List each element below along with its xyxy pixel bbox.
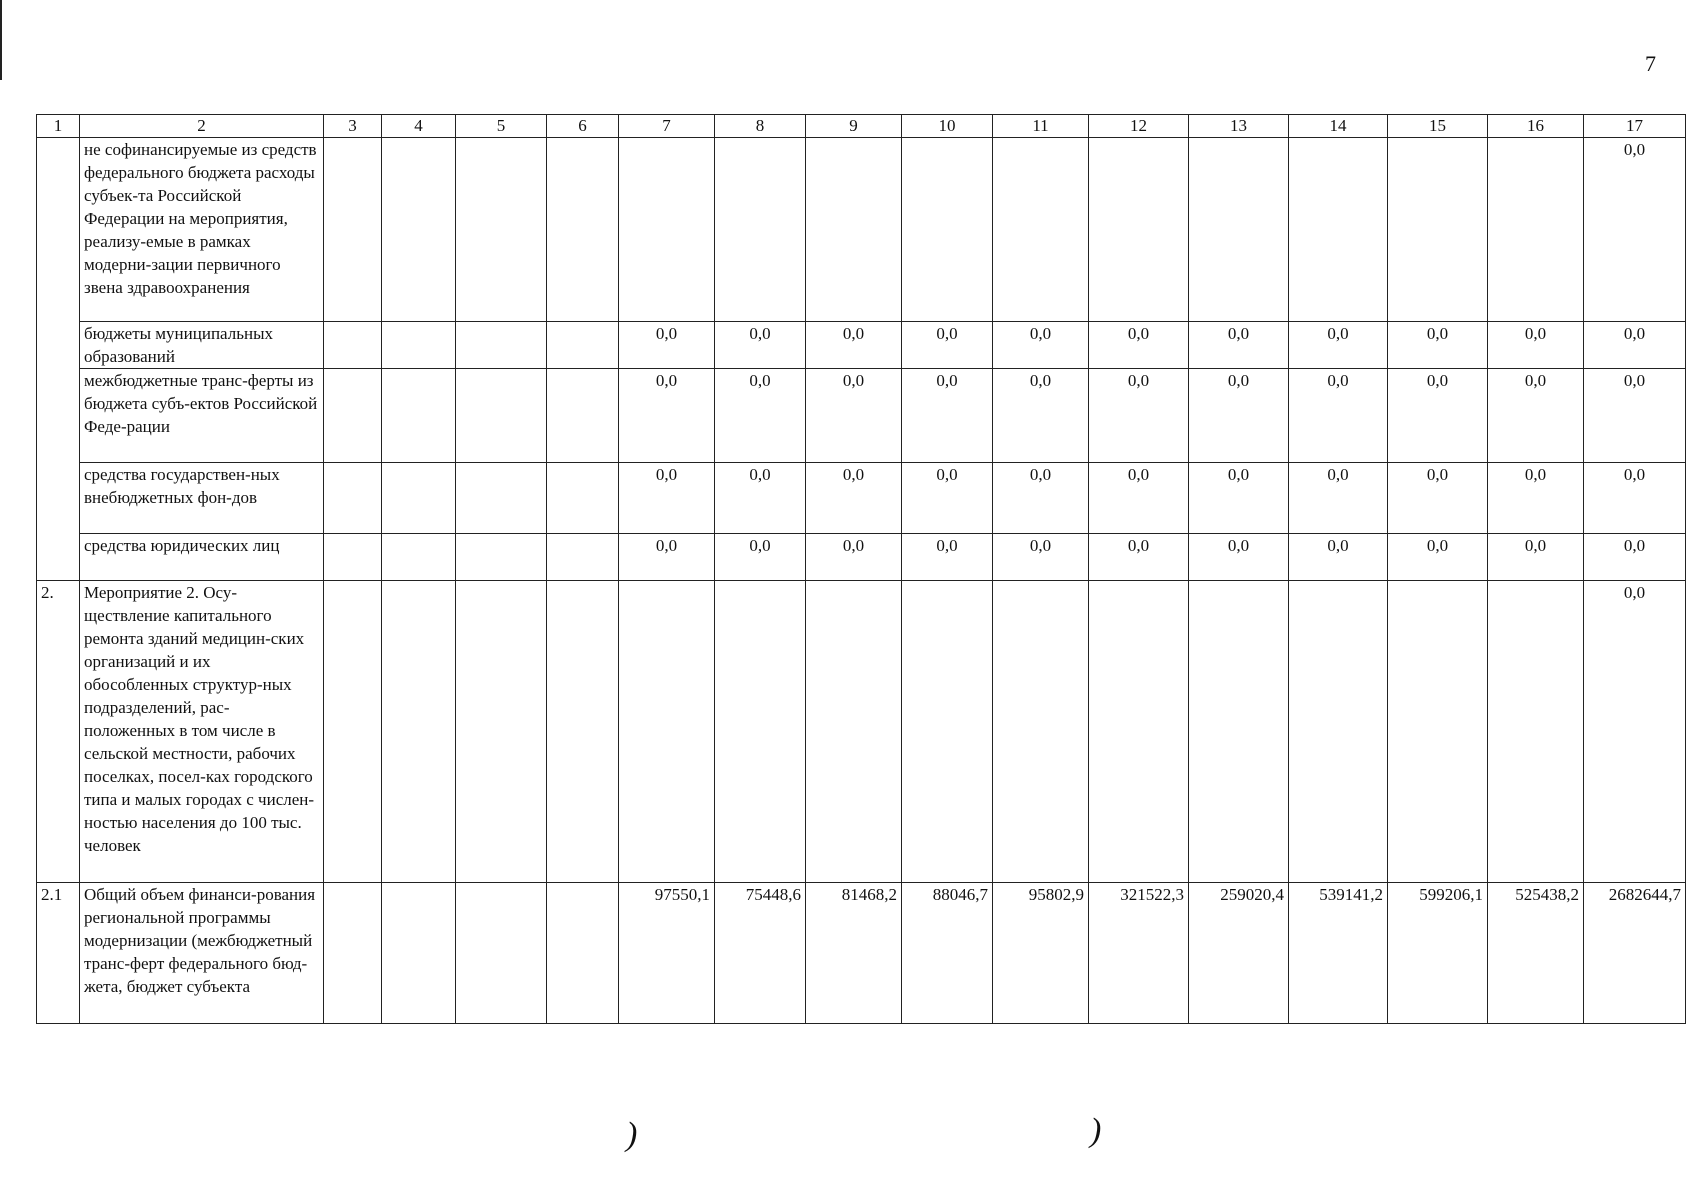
value-cell: 0,0	[1289, 534, 1388, 581]
row-index	[37, 369, 80, 463]
binding-mark-right: )	[1090, 1112, 1102, 1149]
value-cell: 0,0	[1289, 322, 1388, 369]
header-cell: 17	[1584, 115, 1686, 138]
table-row	[37, 322, 1686, 369]
table-row	[37, 138, 1686, 322]
row-index: 2.1	[37, 883, 80, 1024]
value-cell	[1289, 138, 1388, 322]
value-cell: 95802,9	[993, 883, 1089, 1024]
header-cell: 3	[324, 115, 382, 138]
value-cell: 0,0	[1388, 463, 1488, 534]
header-cell: 8	[715, 115, 806, 138]
value-cell: 0,0	[1089, 534, 1189, 581]
value-cell	[382, 534, 456, 581]
value-cell	[1289, 581, 1388, 883]
row-index	[37, 534, 80, 581]
value-cell: 0,0	[1584, 581, 1686, 883]
table-row	[37, 463, 1686, 534]
value-cell: 0,0	[1388, 534, 1488, 581]
row-description: средства государствен-ных внебюджетных фон-дов	[80, 463, 324, 534]
value-cell	[547, 534, 619, 581]
value-cell: 0,0	[993, 369, 1089, 463]
value-cell: 88046,7	[902, 883, 993, 1024]
value-cell: 0,0	[619, 322, 715, 369]
value-cell: 0,0	[619, 463, 715, 534]
value-cell	[547, 369, 619, 463]
value-cell	[1388, 138, 1488, 322]
value-cell: 0,0	[993, 322, 1089, 369]
value-cell: 0,0	[993, 534, 1089, 581]
value-cell	[1089, 138, 1189, 322]
header-cell: 11	[993, 115, 1089, 138]
value-cell: 0,0	[993, 463, 1089, 534]
value-cell: 0,0	[1388, 369, 1488, 463]
value-cell: 0,0	[619, 534, 715, 581]
value-cell	[324, 138, 382, 322]
scan-edge-mark	[0, 0, 2, 80]
value-cell	[547, 463, 619, 534]
value-cell	[456, 322, 547, 369]
value-cell: 0,0	[1189, 534, 1289, 581]
value-cell	[382, 322, 456, 369]
value-cell: 2682644,7	[1584, 883, 1686, 1024]
value-cell	[382, 883, 456, 1024]
value-cell	[715, 138, 806, 322]
value-cell: 0,0	[902, 369, 993, 463]
value-cell	[456, 883, 547, 1024]
value-cell	[1488, 138, 1584, 322]
value-cell	[456, 463, 547, 534]
row-index	[37, 138, 80, 322]
value-cell: 0,0	[715, 369, 806, 463]
value-cell: 0,0	[1488, 463, 1584, 534]
value-cell	[324, 534, 382, 581]
header-cell: 16	[1488, 115, 1584, 138]
value-cell: 0,0	[715, 534, 806, 581]
value-cell: 525438,2	[1488, 883, 1584, 1024]
value-cell	[456, 369, 547, 463]
value-cell	[902, 581, 993, 883]
header-cell: 13	[1189, 115, 1289, 138]
value-cell: 0,0	[902, 463, 993, 534]
header-cell: 4	[382, 115, 456, 138]
value-cell: 0,0	[902, 534, 993, 581]
value-cell: 97550,1	[619, 883, 715, 1024]
value-cell	[324, 322, 382, 369]
value-cell	[1189, 138, 1289, 322]
row-index	[37, 322, 80, 369]
value-cell: 259020,4	[1189, 883, 1289, 1024]
value-cell	[456, 138, 547, 322]
table-row	[37, 369, 1686, 463]
value-cell: 0,0	[1488, 322, 1584, 369]
value-cell	[382, 369, 456, 463]
value-cell: 0,0	[715, 463, 806, 534]
value-cell: 0,0	[1584, 322, 1686, 369]
value-cell: 0,0	[1289, 369, 1388, 463]
value-cell: 0,0	[902, 322, 993, 369]
header-cell: 1	[37, 115, 80, 138]
row-description: средства юридических лиц	[80, 534, 324, 581]
value-cell: 539141,2	[1289, 883, 1388, 1024]
value-cell	[715, 581, 806, 883]
value-cell	[456, 581, 547, 883]
value-cell: 0,0	[806, 322, 902, 369]
value-cell: 0,0	[1189, 322, 1289, 369]
page-number: 7	[1645, 51, 1656, 76]
row-description: бюджеты муниципальных образований	[80, 322, 324, 369]
value-cell	[1089, 581, 1189, 883]
header-cell: 9	[806, 115, 902, 138]
value-cell	[324, 581, 382, 883]
value-cell	[1189, 581, 1289, 883]
value-cell	[547, 138, 619, 322]
header-cell: 6	[547, 115, 619, 138]
value-cell: 0,0	[1488, 534, 1584, 581]
value-cell: 0,0	[806, 463, 902, 534]
value-cell	[993, 138, 1089, 322]
value-cell: 0,0	[715, 322, 806, 369]
value-cell: 0,0	[1089, 369, 1189, 463]
row-description: межбюджетные транс-ферты из бюджета субъ-ектов Российской Феде-рации	[80, 369, 324, 463]
value-cell	[547, 581, 619, 883]
value-cell	[547, 883, 619, 1024]
header-cell: 14	[1289, 115, 1388, 138]
value-cell: 0,0	[1089, 463, 1189, 534]
value-cell: 0,0	[1189, 463, 1289, 534]
value-cell: 0,0	[1584, 369, 1686, 463]
value-cell	[382, 138, 456, 322]
value-cell: 599206,1	[1388, 883, 1488, 1024]
header-cell: 12	[1089, 115, 1189, 138]
value-cell	[456, 534, 547, 581]
value-cell	[619, 138, 715, 322]
row-description: не софинансируемые из средств федерального бюджета расходы субъек-та Российской Федерации на мероприятия, реализу-емые в рамках модерни-зации первичного звена здравоохранения	[80, 138, 324, 322]
value-cell	[902, 138, 993, 322]
value-cell	[806, 581, 902, 883]
value-cell	[993, 581, 1089, 883]
value-cell: 0,0	[1584, 534, 1686, 581]
value-cell: 0,0	[806, 369, 902, 463]
value-cell: 0,0	[1089, 322, 1189, 369]
value-cell	[324, 883, 382, 1024]
header-cell: 5	[456, 115, 547, 138]
value-cell: 0,0	[806, 534, 902, 581]
value-cell	[1388, 581, 1488, 883]
row-index	[37, 463, 80, 534]
value-cell	[382, 463, 456, 534]
value-cell: 321522,3	[1089, 883, 1189, 1024]
value-cell: 0,0	[619, 369, 715, 463]
financing-table	[36, 114, 1686, 1024]
value-cell: 0,0	[1488, 369, 1584, 463]
header-cell: 15	[1388, 115, 1488, 138]
row-description: Общий объем финанси-рования региональной программы модернизации (межбюджетный транс-ферт федерального бюд-жета, бюджет субъекта	[80, 883, 324, 1024]
value-cell	[324, 463, 382, 534]
value-cell	[1488, 581, 1584, 883]
value-cell	[382, 581, 456, 883]
table-row	[37, 534, 1686, 581]
header-cell: 2	[80, 115, 324, 138]
value-cell: 81468,2	[806, 883, 902, 1024]
binding-mark-left: )	[626, 1116, 638, 1153]
value-cell: 0,0	[1189, 369, 1289, 463]
value-cell	[324, 369, 382, 463]
value-cell: 75448,6	[715, 883, 806, 1024]
header-cell: 7	[619, 115, 715, 138]
value-cell	[619, 581, 715, 883]
value-cell: 0,0	[1289, 463, 1388, 534]
value-cell	[806, 138, 902, 322]
value-cell	[547, 322, 619, 369]
row-index: 2.	[37, 581, 80, 883]
row-description: Мероприятие 2. Осу-ществление капитального ремонта зданий медицин-ских организаций и их обособленных структур-ных подразделений, рас-положенных в том числе в сельской местности, рабочих поселках, посел-ках городского типа и малых городах с числен-ностью населения до 100 тыс. человек	[80, 581, 324, 883]
header-row	[37, 115, 1686, 138]
header-cell: 10	[902, 115, 993, 138]
value-cell: 0,0	[1584, 463, 1686, 534]
table-row	[37, 883, 1686, 1024]
value-cell: 0,0	[1584, 138, 1686, 322]
table-row	[37, 581, 1686, 883]
value-cell: 0,0	[1388, 322, 1488, 369]
